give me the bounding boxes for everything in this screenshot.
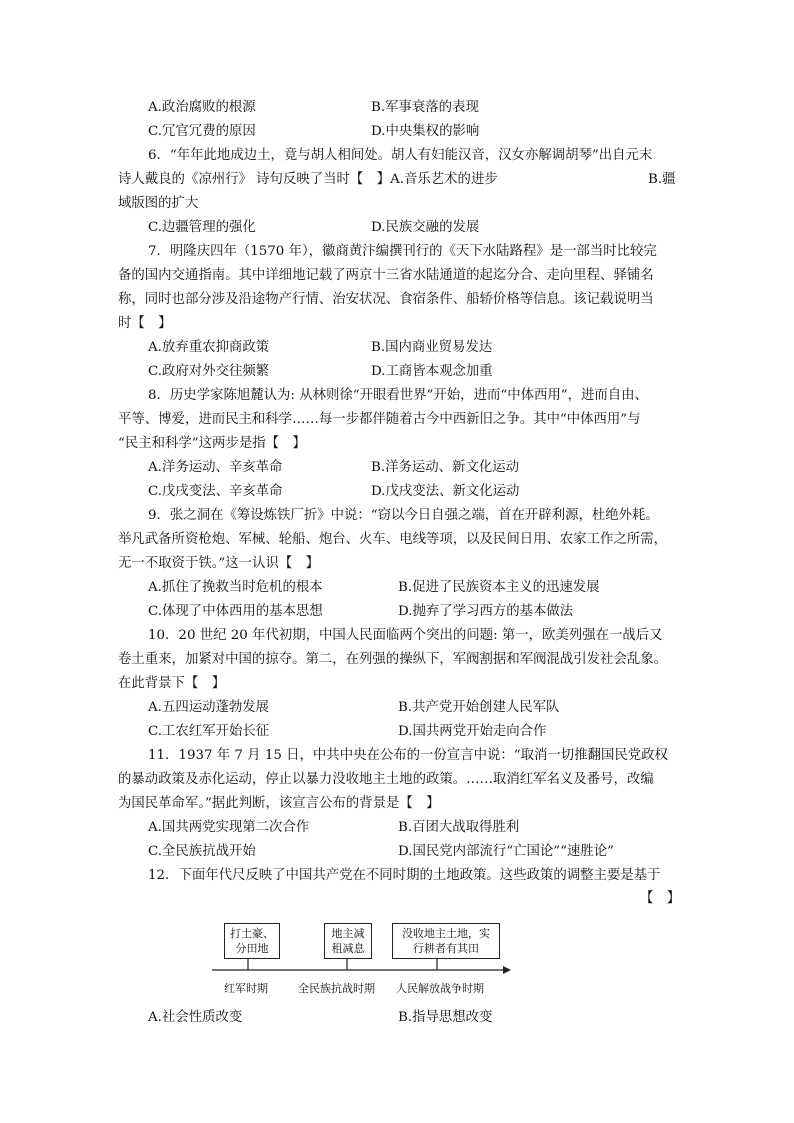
q8-option-c: C.戊戌变法、辛亥革命 (148, 484, 283, 499)
policy-box-liberation-war (392, 923, 500, 959)
q5-option-a: A.政治腐败的根源 (148, 100, 256, 115)
q7-option-c: C.政府对外交往频繁 (148, 364, 270, 379)
q5-option-d: D.中央集权的影响 (371, 124, 480, 139)
q8-text-line2: 平等、博爱，进而民主和科学……每一步都伴随着古今中西新旧之争。其中“中体西用”与 (118, 412, 641, 427)
period-label-anti-japanese: 全民族抗战时期 (298, 982, 375, 995)
q9-option-b: B.促进了民族资本主义的迅速发展 (398, 580, 600, 595)
q6-option-d: D.民族交融的发展 (371, 220, 480, 235)
q11-option-a: A.国共两党实现第二次合作 (148, 820, 310, 835)
q7-option-d: D.工商皆本观念加重 (371, 364, 493, 379)
q6-option-b-start: B.疆 (648, 172, 676, 187)
q10-text-line1: 10．20 世纪 20 年代初期，中国人民面临两个突出的问题: 第一，欧美列强在一战后又 (148, 628, 663, 643)
q10-option-c: C.工农红军开始长征 (148, 724, 270, 739)
policy-box-liberation-war-line2: 行耕者有其田 (413, 942, 479, 955)
q6-text-line2: 诗人戴良的《凉州行》 诗句反映了当时【 】A.音乐艺术的进步 (118, 172, 498, 187)
q6-text-line1: 6．“年年此地成边土，竟与胡人相间处。胡人有妇能汉音，汉女亦解调胡琴”出自元末 (148, 148, 653, 163)
q6-text-line3: 域版图的扩大 (118, 196, 199, 211)
q12-option-a: A.社会性质改变 (148, 1010, 243, 1025)
q7-text-line1: 7．明隆庆四年（1570 年），徽商黄汴编撰刊行的《天下水陆路程》是一部当时比较完 (148, 244, 657, 259)
q5-option-c: C.冗官冗费的原因 (148, 124, 256, 139)
q7-text-line3: 称，同时也部分涉及沿途物产行情、治安状况、食宿条件、船轿价格等信息。该记载说明当 (118, 292, 654, 307)
q9-option-d: D.抛弃了学习西方的基本做法 (398, 604, 574, 619)
land-policy-timeline (210, 918, 510, 998)
policy-box-red-army-line1: 打土豪、 (230, 927, 274, 940)
q7-option-a: A.放弃重农抑商政策 (148, 340, 270, 355)
q11-text-line2: 的暴动政策及赤化运动，停止以暴力没收地主土地的政策。……取消红军名义及番号，改编 (118, 772, 654, 787)
policy-box-red-army-line2: 分田地 (235, 942, 269, 955)
policy-box-anti-japanese-line2: 租减息 (331, 942, 365, 955)
q9-option-a: A.抓住了挽救当时危机的根本 (148, 580, 323, 595)
q7-option-b: B.国内商业贸易发达 (371, 340, 493, 355)
q9-text-line2: 举凡武备所资枪炮、军械、轮船、炮台、火车、电线等项，以及民间日用、农家工作之所需， (118, 532, 668, 547)
q6-option-c: C.边疆管理的强化 (148, 220, 256, 235)
q12-answer-bracket: 【 】 (640, 891, 681, 906)
q10-option-d: D.国共两党开始走向合作 (398, 724, 547, 739)
q8-option-b: B.洋务运动、新文化运动 (371, 460, 520, 475)
policy-box-liberation-war-line1: 没收地主土地，实 (402, 927, 490, 940)
q10-text-line2: 卷土重来，加紧对中国的掠夺。第二，在列强的操纵下，军阀割据和军阀混战引发社会乱象。 (118, 652, 668, 667)
policy-box-anti-japanese (324, 923, 372, 959)
q11-text-line1: 11．1937 年 7 月 15 日，中共中央在公布的一份宣言中说：“取消一切推翻国民党政权 (148, 748, 668, 763)
q11-option-b: B.百团大战取得胜利 (398, 820, 520, 835)
q8-text-line3: “民主和科学”这两步是指【 】 (118, 436, 306, 451)
period-label-liberation-war: 人民解放战争时期 (396, 982, 484, 995)
period-label-red-army: 红军时期 (224, 982, 268, 995)
policy-box-red-army (224, 923, 280, 959)
q12-text-line1: 12．下面年代尺反映了中国共产党在不同时期的土地政策。这些政策的调整主要是基于 (148, 868, 661, 883)
policy-box-anti-japanese-line1: 地主减 (331, 927, 365, 940)
q11-text-line3: 为国民革命军。”据此判断，该宣言公布的背景是【 】 (118, 796, 440, 811)
q11-option-c: C.全民族抗战开始 (148, 844, 256, 859)
q11-option-d: D.国民党内部流行“亡国论”“速胜论” (398, 844, 614, 859)
q10-text-line3: 在此背景下【 】 (118, 676, 226, 691)
q5-option-b: B.军事衰落的表现 (371, 100, 479, 115)
q9-option-c: C.体现了中体西用的基本思想 (148, 604, 323, 619)
q8-option-d: D.戊戌变法、新文化运动 (371, 484, 520, 499)
q9-text-line1: 9．张之洞在《筹设炼铁厂折》中说：“窃以今日自强之端，首在开辟利源，杜绝外耗。 (148, 508, 659, 523)
q8-text-line1: 8．历史学家陈旭麓认为: 从林则徐“开眼看世界”开始，进而“中体西用”，进而自由、 (148, 388, 648, 403)
q10-option-a: A.五四运动蓬勃发展 (148, 700, 270, 715)
q7-text-line4: 时【 】 (118, 316, 172, 331)
q7-text-line2: 备的国内交通指南。其中详细地记载了两京十三省水陆通道的起迄分合、走向里程、驿铺名 (118, 268, 654, 283)
q10-option-b: B.共产党开始创建人民军队 (398, 700, 560, 715)
q8-option-a: A.洋务运动、辛亥革命 (148, 460, 283, 475)
q9-text-line3: 无一不取资于铁。”这一认识【 】 (118, 556, 320, 571)
q12-option-b: B.指导思想改变 (398, 1010, 493, 1025)
